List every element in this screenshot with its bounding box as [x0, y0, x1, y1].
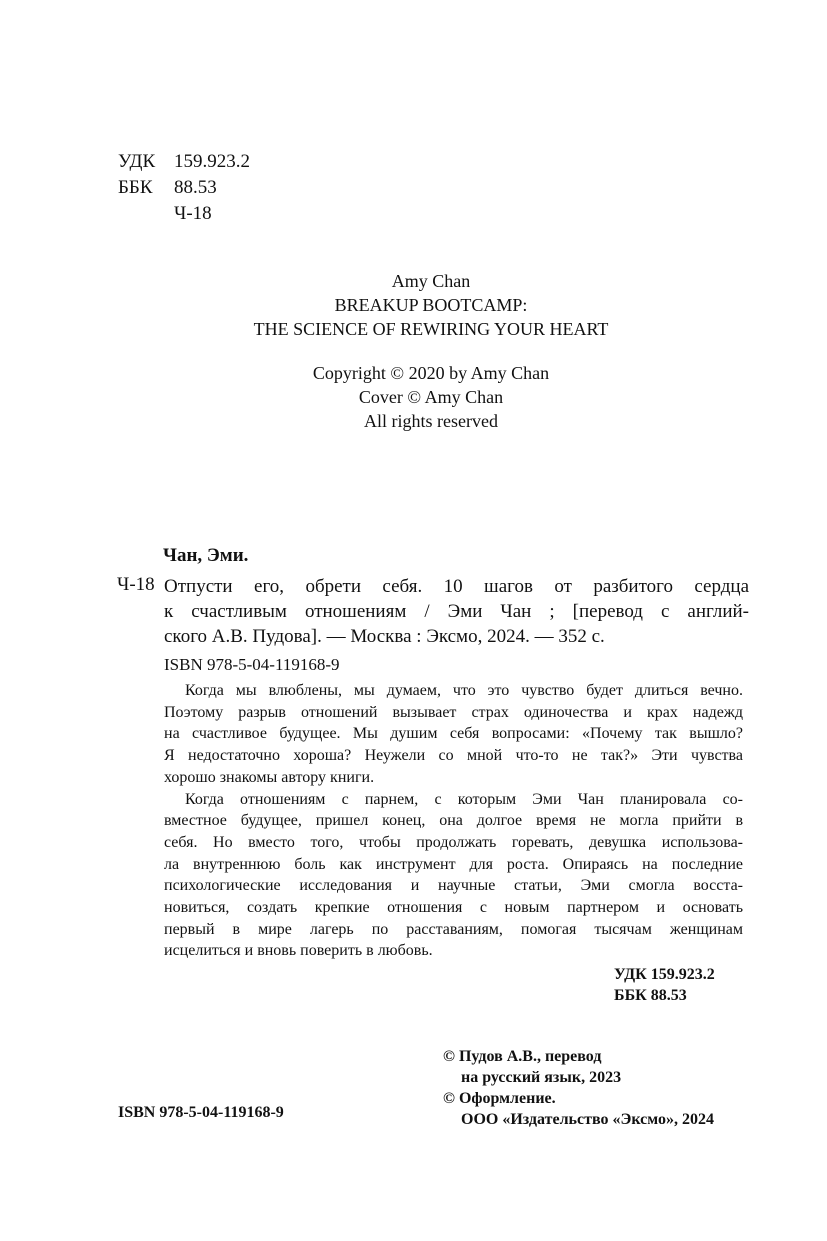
udc-label: УДК — [118, 151, 156, 172]
original-edition-title-block — [0, 269, 827, 341]
udc-value: 159.923.2 — [174, 151, 250, 172]
annotation-line: исцелиться и вновь поверить в любовь. — [164, 942, 433, 960]
author-mark: Ч-18 — [174, 203, 212, 224]
bbk-line — [118, 175, 250, 201]
bbk-value: 88.53 — [174, 177, 217, 198]
catalog-description-line: ского А.В. Пудова]. — Москва : Эксмо, 2024. — 352 с. — [164, 626, 605, 647]
annotation-line: себя. Но вместо того, чтобы продолжать горевать, девушка использова- — [164, 833, 743, 851]
original-edition-rights-block — [0, 361, 827, 433]
footer-classification — [614, 964, 715, 1006]
annotation — [164, 680, 743, 962]
catalog-isbn: ISBN 978-5-04-119168-9 — [164, 655, 340, 674]
catalog-description-line: Отпусти его, обрети себя. 10 шагов от разбитого сердца — [164, 576, 749, 597]
original-rights: All rights reserved — [364, 411, 498, 431]
udc-line — [118, 149, 250, 175]
catalog-code: Ч-18 — [117, 574, 155, 595]
copyright-translation-line1: © Пудов А.В., перевод — [443, 1048, 602, 1065]
catalog-author-heading: Чан, Эми. — [163, 545, 249, 566]
classification-block — [118, 149, 250, 227]
annotation-line: на счастливое будущее. Мы душим себя вопросами: «Почему так вышло? — [164, 725, 743, 743]
annotation-line: Поэтому разрыв отношений вызывает страх одиночества и крах надежд — [164, 703, 743, 721]
annotation-line: ла внутреннюю боль как инструмент для роста. Опираясь на последние — [164, 855, 743, 873]
author-mark-line — [118, 201, 250, 227]
original-copyright: Copyright © 2020 by Amy Chan — [312, 363, 550, 383]
footer-bbk: ББК 88.53 — [614, 987, 687, 1004]
bbk-label: ББК — [118, 177, 153, 198]
footer-udc: УДК 159.923.2 — [614, 966, 715, 983]
copyright-translation-line2: на русский язык, 2023 — [461, 1069, 622, 1086]
annotation-line: вместное будущее, пришел конец, она долгое время не могла прийти в — [164, 812, 743, 830]
original-title-line1: BREAKUP BOOTCAMP: — [334, 295, 528, 315]
original-cover: Cover © Amy Chan — [358, 387, 504, 407]
annotation-line: новиться, создать крепкие отношения с новым партнером и основать — [164, 899, 743, 917]
annotation-line: Я недостаточно хороша? Неужели со мной что-то не так?» Эти чувства — [164, 747, 743, 765]
catalog-description — [164, 574, 749, 649]
copyright-design-line2: ООО «Издательство «Эксмо», 2024 — [461, 1111, 714, 1128]
copyright-block — [443, 1046, 714, 1130]
annotation-line: хорошо знакомы автору книги. — [164, 768, 375, 786]
annotation-line: Когда отношениям с парнем, с которым Эми Чан планировала со- — [185, 790, 743, 808]
annotation-line: психологические исследования и научные статьи, Эми смогла восста- — [164, 877, 743, 895]
original-author: Amy Chan — [391, 271, 471, 291]
copyright-design-line1: © Оформление. — [443, 1090, 556, 1107]
footer-isbn: ISBN 978-5-04-119168-9 — [118, 1104, 284, 1121]
original-title-line2: THE SCIENCE OF REWIRING YOUR HEART — [253, 319, 609, 339]
annotation-line: первый в мире лагерь по расставаниям, помогая тысячам женщинам — [164, 920, 743, 938]
catalog-description-line: к счастливым отношениям / Эми Чан ; [перевод с англий- — [164, 601, 749, 622]
annotation-line: Когда мы влюблены, мы думаем, что это чувство будет длиться вечно. — [185, 682, 743, 699]
